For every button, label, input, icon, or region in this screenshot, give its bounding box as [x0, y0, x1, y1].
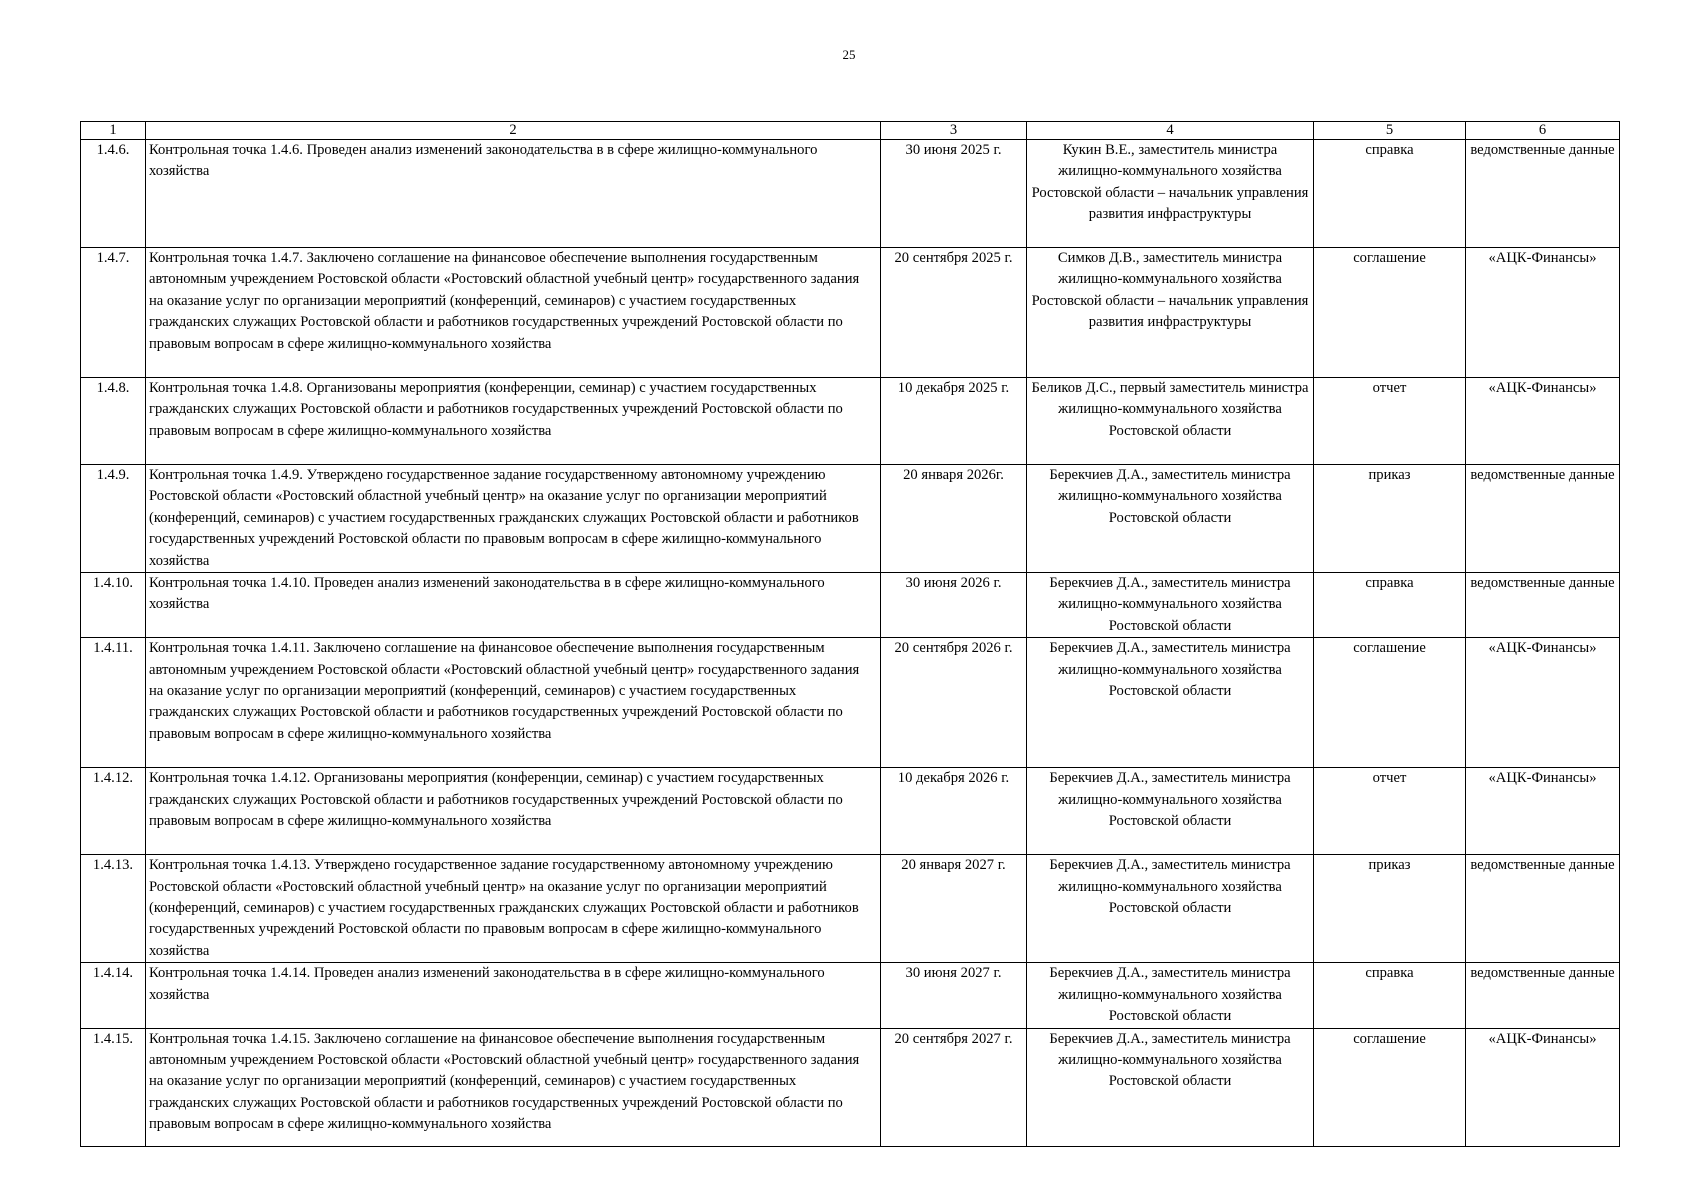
row-date: 30 июня 2026 г. — [881, 573, 1027, 638]
row-description: Контрольная точка 1.4.15. Заключено соглашение на финансовое обеспечение выполнения государственным автономным учреждением Ростовской области «Ростовский областной учебный центр» государственного задания на оказание услуг по организации мероприятий (конференций, семинаров) с участием государственных гражданских служащих Ростовской области и работников государственных учреждений Ростовской области по правовым вопросам в сфере жилищно-коммунального хозяйства — [146, 1028, 881, 1146]
row-document: справка — [1314, 573, 1466, 638]
control-points-table — [80, 121, 1620, 1147]
header-col-5: 5 — [1314, 122, 1466, 140]
row-source: ведомственные данные — [1466, 963, 1620, 1028]
row-description: Контрольная точка 1.4.8. Организованы мероприятия (конференции, семинар) с участием государственных гражданских служащих Ростовской области и работников государственных учреждений Ростовской области по правовым вопросам в сфере жилищно-коммунального хозяйства — [146, 378, 881, 465]
row-date: 20 сентября 2025 г. — [881, 248, 1027, 378]
row-number: 1.4.12. — [81, 768, 146, 855]
row-description: Контрольная точка 1.4.12. Организованы мероприятия (конференции, семинар) с участием государственных гражданских служащих Ростовской области и работников государственных учреждений Ростовской области по правовым вопросам в сфере жилищно-коммунального хозяйства — [146, 768, 881, 855]
row-document: соглашение — [1314, 638, 1466, 768]
row-document: соглашение — [1314, 248, 1466, 378]
row-source: «АЦК-Финансы» — [1466, 378, 1620, 465]
row-number: 1.4.9. — [81, 465, 146, 573]
row-source: «АЦК-Финансы» — [1466, 768, 1620, 855]
table-row — [81, 248, 1620, 378]
row-number: 1.4.8. — [81, 378, 146, 465]
row-number: 1.4.7. — [81, 248, 146, 378]
row-date: 20 января 2026г. — [881, 465, 1027, 573]
row-date: 30 июня 2025 г. — [881, 140, 1027, 248]
table-row — [81, 140, 1620, 248]
row-number: 1.4.10. — [81, 573, 146, 638]
row-number: 1.4.14. — [81, 963, 146, 1028]
header-row — [81, 122, 1620, 140]
table-row — [81, 855, 1620, 963]
header-col-4: 4 — [1027, 122, 1314, 140]
page-number: 25 — [842, 47, 856, 62]
row-description: Контрольная точка 1.4.7. Заключено соглашение на финансовое обеспечение выполнения государственным автономным учреждением Ростовской области «Ростовский областной учебный центр» государственного задания на оказание услуг по организации мероприятий (конференций, семинаров) с участием государственных гражданских служащих Ростовской области и работников государственных учреждений Ростовской области по правовым вопросам в сфере жилищно-коммунального хозяйства — [146, 248, 881, 378]
table-row — [81, 768, 1620, 855]
row-document: приказ — [1314, 465, 1466, 573]
row-date: 10 декабря 2025 г. — [881, 378, 1027, 465]
row-responsible: Беликов Д.С., первый заместитель министра жилищно-коммунального хозяйства Ростовской области — [1027, 378, 1314, 465]
table-row — [81, 638, 1620, 768]
row-date: 20 сентября 2027 г. — [881, 1028, 1027, 1146]
row-date: 30 июня 2027 г. — [881, 963, 1027, 1028]
table-row — [81, 1028, 1620, 1146]
row-description: Контрольная точка 1.4.9. Утверждено государственное задание государственному автономному учреждению Ростовской области «Ростовский областной учебный центр» на оказание услуг по организации мероприятий (конференций, семинаров) с участием государственных гражданских служащих Ростовской области и работников государственных учреждений Ростовской области по правовым вопросам в сфере жилищно-коммунального хозяйства — [146, 465, 881, 573]
row-number: 1.4.15. — [81, 1028, 146, 1146]
row-description: Контрольная точка 1.4.10. Проведен анализ изменений законодательства в в сфере жилищно-коммунального хозяйства — [146, 573, 881, 638]
row-document: соглашение — [1314, 1028, 1466, 1146]
row-date: 10 декабря 2026 г. — [881, 768, 1027, 855]
header-col-3: 3 — [881, 122, 1027, 140]
row-document: справка — [1314, 140, 1466, 248]
row-responsible: Берекчиев Д.А., заместитель министра жилищно-коммунального хозяйства Ростовской области — [1027, 465, 1314, 573]
row-description: Контрольная точка 1.4.6. Проведен анализ изменений законодательства в в сфере жилищно-коммунального хозяйства — [146, 140, 881, 248]
table-row — [81, 963, 1620, 1028]
row-source: «АЦК-Финансы» — [1466, 638, 1620, 768]
row-responsible: Симков Д.В., заместитель министра жилищно-коммунального хозяйства Ростовской области – начальник управления развития инфраструктуры — [1027, 248, 1314, 378]
table-header — [81, 122, 1620, 140]
row-responsible: Берекчиев Д.А., заместитель министра жилищно-коммунального хозяйства Ростовской области — [1027, 573, 1314, 638]
header-col-1: 1 — [81, 122, 146, 140]
row-document: отчет — [1314, 378, 1466, 465]
row-number: 1.4.13. — [81, 855, 146, 963]
table-row — [81, 378, 1620, 465]
row-number: 1.4.11. — [81, 638, 146, 768]
row-source: «АЦК-Финансы» — [1466, 1028, 1620, 1146]
row-date: 20 сентября 2026 г. — [881, 638, 1027, 768]
header-col-6: 6 — [1466, 122, 1620, 140]
row-document: отчет — [1314, 768, 1466, 855]
row-source: ведомственные данные — [1466, 573, 1620, 638]
header-col-2: 2 — [146, 122, 881, 140]
row-number: 1.4.6. — [81, 140, 146, 248]
table-body — [81, 140, 1620, 1147]
table-row — [81, 573, 1620, 638]
row-responsible: Берекчиев Д.А., заместитель министра жилищно-коммунального хозяйства Ростовской области — [1027, 1028, 1314, 1146]
row-description: Контрольная точка 1.4.14. Проведен анализ изменений законодательства в в сфере жилищно-коммунального хозяйства — [146, 963, 881, 1028]
row-source: «АЦК-Финансы» — [1466, 248, 1620, 378]
row-responsible: Кукин В.Е., заместитель министра жилищно-коммунального хозяйства Ростовской области – начальник управления развития инфраструктуры — [1027, 140, 1314, 248]
row-date: 20 января 2027 г. — [881, 855, 1027, 963]
row-source: ведомственные данные — [1466, 855, 1620, 963]
row-description: Контрольная точка 1.4.13. Утверждено государственное задание государственному автономному учреждению Ростовской области «Ростовский областной учебный центр» на оказание услуг по организации мероприятий (конференций, семинаров) с участием государственных гражданских служащих Ростовской области и работников государственных учреждений Ростовской области по правовым вопросам в сфере жилищно-коммунального хозяйства — [146, 855, 881, 963]
row-document: справка — [1314, 963, 1466, 1028]
row-responsible: Берекчиев Д.А., заместитель министра жилищно-коммунального хозяйства Ростовской области — [1027, 638, 1314, 768]
row-source: ведомственные данные — [1466, 140, 1620, 248]
row-document: приказ — [1314, 855, 1466, 963]
row-responsible: Берекчиев Д.А., заместитель министра жилищно-коммунального хозяйства Ростовской области — [1027, 963, 1314, 1028]
row-description: Контрольная точка 1.4.11. Заключено соглашение на финансовое обеспечение выполнения государственным автономным учреждением Ростовской области «Ростовский областной учебный центр» государственного задания на оказание услуг по организации мероприятий (конференций, семинаров) с участием государственных гражданских служащих Ростовской области и работников государственных учреждений Ростовской области по правовым вопросам в сфере жилищно-коммунального хозяйства — [146, 638, 881, 768]
row-source: ведомственные данные — [1466, 465, 1620, 573]
row-responsible: Берекчиев Д.А., заместитель министра жилищно-коммунального хозяйства Ростовской области — [1027, 855, 1314, 963]
table-row — [81, 465, 1620, 573]
row-responsible: Берекчиев Д.А., заместитель министра жилищно-коммунального хозяйства Ростовской области — [1027, 768, 1314, 855]
